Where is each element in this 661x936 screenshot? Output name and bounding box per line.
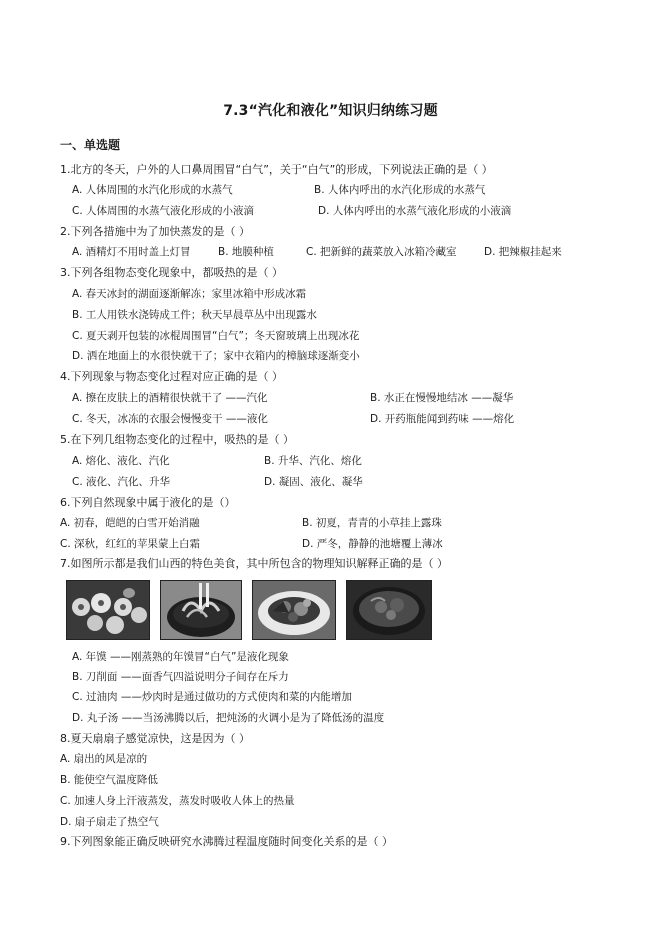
question-4-stem: 4.下列现象与物态变化过程对应正确的是（ ） (60, 370, 283, 383)
q8-option-d: D. 扇子扇走了热空气 (60, 816, 159, 828)
food-photos (66, 580, 432, 640)
question-5-stem: 5.在下列几组物态变化的过程中，吸热的是（ ） (60, 433, 294, 446)
q4-option-a: A. 擦在皮肤上的酒精很快就干了 ——汽化 (72, 392, 268, 404)
q1-option-a: A. 人体周围的水汽化形成的水蒸气 (72, 184, 233, 196)
q5-option-b: B. 升华、汽化、熔化 (264, 455, 362, 467)
q3-option-a: A. 春天冰封的湖面逐渐解冻；家里冰箱中形成冰霜 (72, 288, 307, 300)
question-2-stem: 2.下列各措施中为了加快蒸发的是（ ） (60, 225, 250, 238)
q7-option-c: C. 过油肉 ——炒肉时是通过做功的方式使肉和菜的内能增加 (72, 691, 352, 703)
q6-option-d: D. 严冬，静静的池塘覆上薄冰 (302, 538, 443, 550)
q6-option-a: A. 初春，皑皑的白雪开始消融 (60, 517, 200, 529)
q8-option-a: A. 扇出的风是凉的 (60, 753, 148, 765)
q6-option-c: C. 深秋，红红的苹果蒙上白霜 (60, 538, 201, 550)
q8-option-b: B. 能使空气温度降低 (60, 774, 158, 786)
q2-option-b: B. 地膜种植 (218, 246, 274, 258)
q4-option-c: C. 冬天，冰冻的衣服会慢慢变干 ——液化 (72, 413, 268, 425)
q2-option-c: C. 把新鲜的蔬菜放入冰箱冷藏室 (306, 246, 457, 258)
question-8-stem: 8.夏天扇扇子感觉凉快，这是因为（ ） (60, 732, 250, 745)
q3-option-d: D. 洒在地面上的水很快就干了；家中衣箱内的樟脑球逐渐变小 (72, 350, 360, 362)
q2-option-a: A. 酒精灯不用时盖上灯冒 (72, 246, 191, 258)
question-1-stem: 1.北方的冬天，户外的人口鼻周围冒“白气”，关于“白气”的形成，下列说法正确的是（ ） (60, 163, 493, 176)
nianmo-photo (66, 580, 150, 640)
question-3-stem: 3.下列各组物态变化现象中，都吸热的是（ ） (60, 266, 283, 279)
daoxiaomian-photo (160, 580, 242, 640)
q5-option-c: C. 液化、汽化、升华 (72, 476, 171, 488)
q7-option-a: A. 年馍 ——刚蒸熟的年馍冒“白气”是液化现象 (72, 651, 289, 663)
q4-option-d: D. 开药瓶能闻到药味 ——熔化 (370, 413, 515, 425)
q7-option-b: B. 刀削面 ——面香气四溢说明分子间存在斥力 (72, 671, 289, 683)
q5-option-d: D. 凝固、液化、凝华 (264, 476, 363, 488)
q3-option-c: C. 夏天剥开包装的冰棍周围冒“白气”；冬天窗玻璃上出现冰花 (72, 330, 360, 342)
question-9-stem: 9.下列图象能正确反映研究水沸腾过程温度随时间变化关系的是（ ） (60, 835, 393, 848)
q3-option-b: B. 工人用铁水浇铸成工件；秋天早晨草丛中出现露水 (72, 309, 317, 321)
q8-option-c: C. 加速人身上汗液蒸发，蒸发时吸收人体上的热量 (60, 795, 295, 807)
guoyourou-photo (252, 580, 336, 640)
section-heading: 一、单选题 (60, 138, 121, 152)
q1-option-c: C. 人体周围的水蒸气液化形成的小液滴 (72, 205, 255, 217)
wanzitang-photo (346, 580, 432, 640)
page-title: 7.3“汽化和液化”知识归纳练习题 (223, 103, 438, 119)
question-6-stem: 6.下列自然现象中属于液化的是（） (60, 496, 236, 509)
q1-option-d: D. 人体内呼出的水蒸气液化形成的小液滴 (318, 205, 512, 217)
q5-option-a: A. 熔化、液化、汽化 (72, 455, 170, 467)
q4-option-b: B. 水正在慢慢地结冰 ——凝华 (370, 392, 514, 404)
question-7-stem: 7.如图所示都是我们山西的特色美食，其中所包含的物理知识解释正确的是（ ） (60, 557, 448, 570)
q1-option-b: B. 人体内呼出的水汽化形成的水蒸气 (314, 184, 486, 196)
q2-option-d: D. 把辣椒挂起来 (484, 246, 562, 258)
q6-option-b: B. 初夏，青青的小草挂上露珠 (302, 517, 442, 529)
q7-option-d: D. 丸子汤 ——当汤沸腾以后，把炖汤的火调小是为了降低汤的温度 (72, 712, 385, 724)
